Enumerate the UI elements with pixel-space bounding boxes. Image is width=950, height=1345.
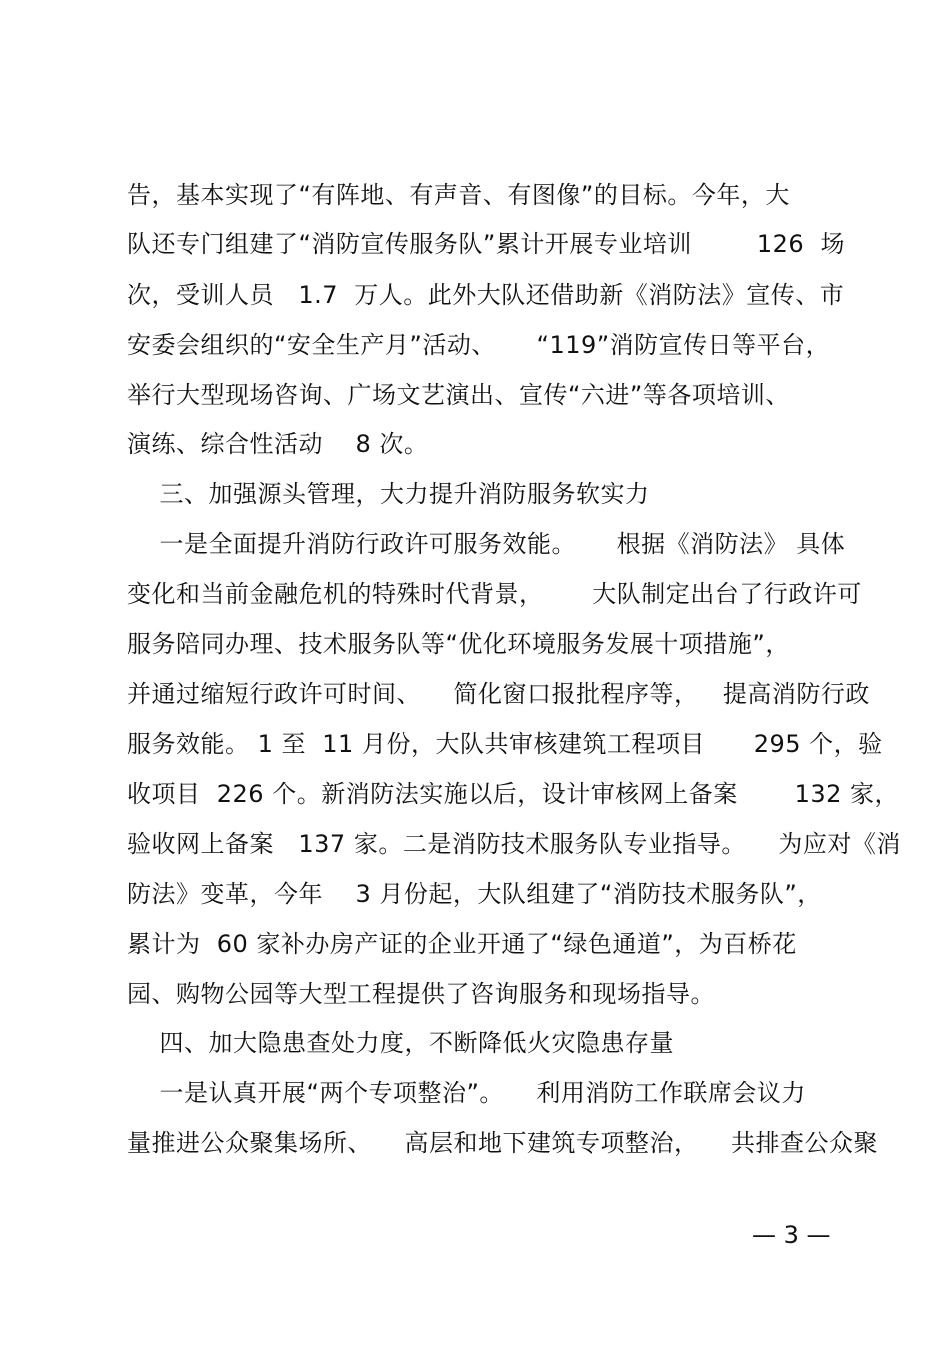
section-heading: 三、加强源头管理，大力提升消防服务软实力 [127,480,650,508]
body-text-line: 一是认真开展“两个专项整治”。 利用消防工作联席会议力 [127,1079,806,1107]
body-text-line: 防法》变革，今年 3 月份起，大队组建了“消防技术服务队”， [127,880,822,908]
body-text-line: 收项目 226 个。新消防法实施以后，设计审核网上备案 132 家， [127,780,900,808]
body-text-line: 量推进公众聚集场所、 高层和地下建筑专项整治， 共排查公众聚 [127,1129,879,1157]
body-text-line: 次，受训人员 1.7 万人。此外大队还借助新《消防法》宣传、市 [127,281,845,309]
body-text-line: 变化和当前金融危机的特殊时代背景， 大队制定出台了行政许可 [127,580,862,608]
body-text-line: 举行大型现场咨询、广场文艺演出、宣传“六进”等各项培训、 [127,381,790,409]
section-heading: 四、加大隐患查处力度，不断降低火灾隐患存量 [127,1029,675,1057]
body-text-line: 告，基本实现了“有阵地、有声音、有图像”的目标。今年，大 [127,181,790,209]
body-text-line: 队还专门组建了“消防宣传服务队”累计开展专业培训 126 场 [127,230,845,258]
body-text-line: 服务效能。 1 至 11 月份，大队共审核建筑工程项目 295 个，验 [127,730,883,758]
body-text-line: 演练、综合性活动 8 次。 [127,430,429,458]
page-number: — 3 — [752,1221,831,1249]
body-text-line: 累计为 60 家补办房产证的企业开通了“绿色通道”，为百桥花 [127,930,797,958]
body-text-line: 服务陪同办理、技术服务队等“优化环境服务发展十项措施”， [127,630,790,658]
body-text-line: 验收网上备案 137 家。二是消防技术服务队专业指导。 为应对《消 [127,830,901,858]
body-text-line: 园、购物公园等大型工程提供了咨询服务和现场指导。 [127,980,715,1008]
body-text-line: 一是全面提升消防行政许可服务效能。 根据《消防法》 具体 [127,530,846,558]
body-text-line: 安委会组织的“安全生产月”活动、 “119”消防宣传日等平台， [127,331,831,359]
body-text-line: 并通过缩短行政许可时间、 简化窗口报批程序等， 提高消防行政 [127,680,870,708]
